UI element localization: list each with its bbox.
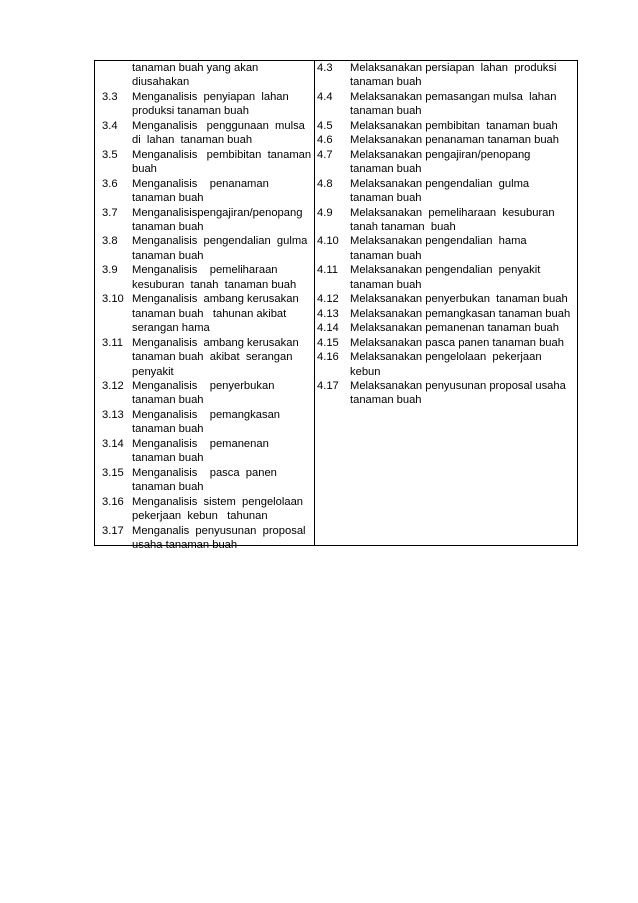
kd-skill-item	[315, 336, 580, 350]
kd-knowledge-item-text-line: tanaman buah	[132, 220, 204, 233]
kd-knowledge-item	[94, 177, 314, 206]
kd-skill-item-number: 4.15	[317, 336, 339, 349]
kd-skill-item	[315, 379, 580, 408]
kd-skill-item-number: 4.5	[317, 119, 333, 132]
kd-knowledge-item-text	[132, 379, 314, 408]
kd-skill-item-text-line: tanaman buah	[350, 76, 422, 89]
kd-skill-item	[315, 119, 580, 133]
kd-skill-item-text-line: Melaksanakan pengendalian hama	[350, 235, 527, 248]
kd-knowledge-item	[94, 292, 314, 335]
kd-knowledge-item-text-line: tanaman buah	[132, 394, 204, 407]
kd-skill-item	[315, 177, 580, 206]
kd-skill-item	[315, 61, 580, 90]
kd-knowledge-item-number: 3.14	[102, 437, 124, 450]
kd-skill-item-text-line: tanah tanaman buah	[350, 220, 456, 233]
kd-knowledge-item-text-line: tanaman buah	[132, 192, 204, 205]
kd-skill-item-text	[350, 177, 580, 206]
kd-knowledge-item-text-line: usaha tanaman buah	[132, 538, 238, 551]
kd-knowledge-item	[94, 263, 314, 292]
kd-skill-item-number: 4.6	[317, 134, 333, 147]
kd-knowledge-item	[94, 234, 314, 263]
kd-skill-item-text	[350, 321, 580, 335]
kd-skill-item-number: 4.16	[317, 351, 339, 364]
kd-skill-item-text-line: Melaksanakan pemeliharaan kesuburan	[350, 206, 555, 219]
kd-knowledge-item-text-line: serangan hama	[132, 322, 210, 335]
kd-skill-item-number: 4.10	[317, 235, 339, 248]
kd-skill-item	[315, 263, 580, 292]
kd-skill-item-text	[350, 206, 580, 235]
kd-knowledge-item	[94, 336, 314, 379]
kd-knowledge-item-text-line: Menganalisis pemanenan	[132, 437, 269, 450]
kd-knowledge-item-text	[132, 408, 314, 437]
kd-skill-item	[315, 292, 580, 306]
kd-skill-item-text	[350, 133, 580, 147]
kd-skill-item-number: 4.4	[317, 90, 333, 103]
kd-skill-item	[315, 148, 580, 177]
kd-knowledge-item-text	[132, 234, 314, 263]
kd-knowledge-item	[94, 119, 314, 148]
kd-skill-item	[315, 234, 580, 263]
kd-skill-item-text-line: kebun	[350, 365, 381, 378]
kd-knowledge-item-text-line: di lahan tanaman buah	[132, 134, 253, 147]
kd-skill-item-number: 4.13	[317, 307, 339, 320]
kd-knowledge-item-text	[132, 495, 314, 524]
kd-skill-item-text	[350, 263, 580, 292]
kd-skill-item-text-line: Melaksanakan pengelolaan pekerjaan	[350, 351, 542, 364]
kd-skill-item	[315, 307, 580, 321]
kd-knowledge-item-text-line: tanaman buah	[132, 481, 204, 494]
kd-knowledge-item	[94, 466, 314, 495]
kd-knowledge-item-text-line: tanaman buah tahunan akibat	[132, 307, 287, 320]
kd-knowledge-item-number: 3.10	[102, 293, 124, 306]
kd-skill-item-text-line: Melaksanakan pembibitan tanaman buah	[350, 119, 558, 132]
kd-knowledge-item-text-line: kesuburan tanah tanaman buah	[132, 278, 297, 291]
kd-knowledge-item-text-line: Menganalisis penanaman	[132, 177, 269, 190]
kd-skill-item-text	[350, 119, 580, 133]
kd-skill-item-text	[350, 234, 580, 263]
kd-knowledge-item	[94, 437, 314, 466]
kd-knowledge-item-number: 3.16	[102, 495, 124, 508]
kd-knowledge-item-text	[132, 90, 314, 119]
kd-skill-item-text-line: tanaman buah	[350, 249, 422, 262]
kd-knowledge-item-text-line: diusahakan	[132, 76, 190, 89]
kd-knowledge-item-number: 3.5	[102, 148, 118, 161]
kd-knowledge-item-text-line: Menganalisis penyiapan lahan	[132, 90, 289, 103]
kd-knowledge-item-text-line: produksi tanaman buah	[132, 105, 249, 118]
kd-knowledge-item-text-line: Menganalisis sistem pengelolaan	[132, 495, 304, 508]
kd-skill-item-number: 4.12	[317, 293, 339, 306]
kd-knowledge-item-text-line: Menganalisis pemangkasan	[132, 408, 281, 421]
kd-skill-item-text	[350, 148, 580, 177]
kd-knowledge-item-text-line: Menganalisis pasca panen	[132, 466, 277, 479]
kd-knowledge-item-number: 3.11	[102, 336, 123, 349]
kd-knowledge-item	[94, 61, 314, 90]
kd-skill-item-text-line: Melaksanakan pengendalian penyakit	[350, 264, 541, 277]
kd-skill-item-number: 4.3	[317, 62, 333, 74]
kd-knowledge-item	[94, 495, 314, 524]
kd-knowledge-item-number: 3.3	[102, 90, 118, 103]
kd-knowledge-item-text	[132, 119, 314, 148]
kd-skill-item-text-line: Melaksanakan pemasangan mulsa lahan	[350, 90, 557, 103]
kd-knowledge-item-number: 3.7	[102, 206, 118, 219]
kd-skill-item-text-line: tanaman buah	[350, 278, 422, 291]
kd-knowledge-item-text-line: Menganalisis pembibitan tanaman	[132, 148, 312, 161]
kd-skill-item-number: 4.7	[317, 148, 333, 161]
kd-knowledge-item-text	[132, 466, 314, 495]
kd-knowledge-item-text	[132, 206, 314, 235]
kd-knowledge-item-text-line: Menganalisis pengendalian gulma	[132, 235, 308, 248]
kd-knowledge-item-text-line: Menganalisis pemeliharaan	[132, 264, 278, 277]
kd-knowledge-item-number: 3.4	[102, 119, 118, 132]
kd-knowledge-item	[94, 379, 314, 408]
kd-knowledge-item-text	[132, 177, 314, 206]
kd-knowledge-item	[94, 408, 314, 437]
kd-skill-item	[315, 206, 580, 235]
kd-knowledge-item-number: 3.17	[102, 524, 124, 537]
kd-skill-item-number: 4.14	[317, 322, 339, 335]
kd-knowledge-item-text-line: tanaman buah akibat serangan	[132, 351, 293, 364]
kd-skill-item	[315, 321, 580, 335]
kd-knowledge-item-text-line: tanaman buah	[132, 423, 204, 436]
kd-knowledge-item-number: 3.6	[102, 177, 118, 190]
kd-skill-item-text	[350, 90, 580, 119]
kd-skill-item	[315, 350, 580, 379]
kd-knowledge-item-text-line: tanaman buah yang akan	[132, 62, 259, 74]
kd-skill-item-number: 4.11	[317, 264, 338, 277]
kd-skill-item-text-line: Melaksanakan pasca panen tanaman buah	[350, 336, 564, 349]
kd-skill-item-text	[350, 307, 580, 321]
kd-skill-item-text	[350, 350, 580, 379]
kd-knowledge-item-text-line: penyakit	[132, 365, 174, 378]
kd-knowledge-item-text	[132, 263, 314, 292]
kd-skill-item-number: 4.17	[317, 379, 339, 392]
kd-knowledge-item-text-line: tanaman buah	[132, 452, 204, 465]
kd-knowledge-item-text-line: Menganalisis penyerbukan	[132, 379, 275, 392]
kd-knowledge-item-text-line: Menganalisispengajiran/penopang	[132, 206, 303, 219]
kd-knowledge-item-text-line: Menganalisis ambang kerusakan	[132, 336, 299, 349]
kd-knowledge-item-text	[132, 61, 314, 90]
kd-skill-item-text-line: tanaman buah	[350, 163, 422, 176]
kd-knowledge-item-text	[132, 437, 314, 466]
kd-skill-item-text-line: tanaman buah	[350, 192, 422, 205]
kd-skill-item	[315, 90, 580, 119]
kd-knowledge-item-text	[132, 148, 314, 177]
kd-knowledge-item-number: 3.15	[102, 466, 124, 479]
kd-skill-item-text-line: Melaksanakan penyusunan proposal usaha	[350, 379, 566, 392]
kd-knowledge-item-text-line: Menganalis penyusunan proposal	[132, 524, 306, 537]
basic-competency-skills-column	[315, 61, 580, 408]
kd-skill-item-text	[350, 61, 580, 90]
kd-skill-item	[315, 133, 580, 147]
kd-skill-item-text-line: Melaksanakan persiapan lahan produksi	[350, 62, 557, 74]
kd-knowledge-item-number: 3.8	[102, 235, 118, 248]
kd-skill-item-text-line: Melaksanakan pengendalian gulma	[350, 177, 530, 190]
kd-knowledge-item	[94, 524, 314, 553]
kd-skill-item-text-line: Melaksanakan penanaman tanaman buah	[350, 134, 559, 147]
kd-knowledge-item-text-line: tanaman buah	[132, 249, 204, 262]
basic-competency-knowledge-column	[94, 61, 314, 552]
kd-knowledge-item-text-line: Menganalisis penggunaan mulsa	[132, 119, 305, 132]
kd-skill-item-number: 4.8	[317, 177, 333, 190]
kd-skill-item-text-line: Melaksanakan pengajiran/penopang	[350, 148, 531, 161]
kd-knowledge-item-text	[132, 292, 314, 335]
kd-knowledge-item-number: 3.9	[102, 264, 118, 277]
kd-knowledge-item	[94, 90, 314, 119]
kd-knowledge-item-text	[132, 336, 314, 379]
kd-skill-item-text-line: Melaksanakan pemanenan tanaman buah	[350, 322, 559, 335]
kd-knowledge-item	[94, 206, 314, 235]
kd-skill-item-text-line: tanaman buah	[350, 105, 422, 118]
kd-knowledge-item	[94, 148, 314, 177]
kd-skill-item-text-line: Melaksanakan pemangkasan tanaman buah	[350, 307, 571, 320]
kd-knowledge-item-text-line: buah	[132, 163, 157, 176]
kd-skill-item-text-line: Melaksanakan penyerbukan tanaman buah	[350, 293, 568, 306]
kd-knowledge-item-text-line: pekerjaan kebun tahunan	[132, 510, 268, 523]
kd-skill-item-text-line: tanaman buah	[350, 394, 422, 407]
kd-knowledge-item-text	[132, 524, 314, 553]
kd-skill-item-text	[350, 379, 580, 408]
kd-skill-item-text	[350, 292, 580, 306]
kd-knowledge-item-number: 3.12	[102, 379, 124, 392]
kd-skill-item-number: 4.9	[317, 206, 333, 219]
kd-skill-item-text	[350, 336, 580, 350]
kd-knowledge-item-number: 3.13	[102, 408, 124, 421]
kd-knowledge-item-text-line: Menganalisis ambang kerusakan	[132, 293, 299, 306]
